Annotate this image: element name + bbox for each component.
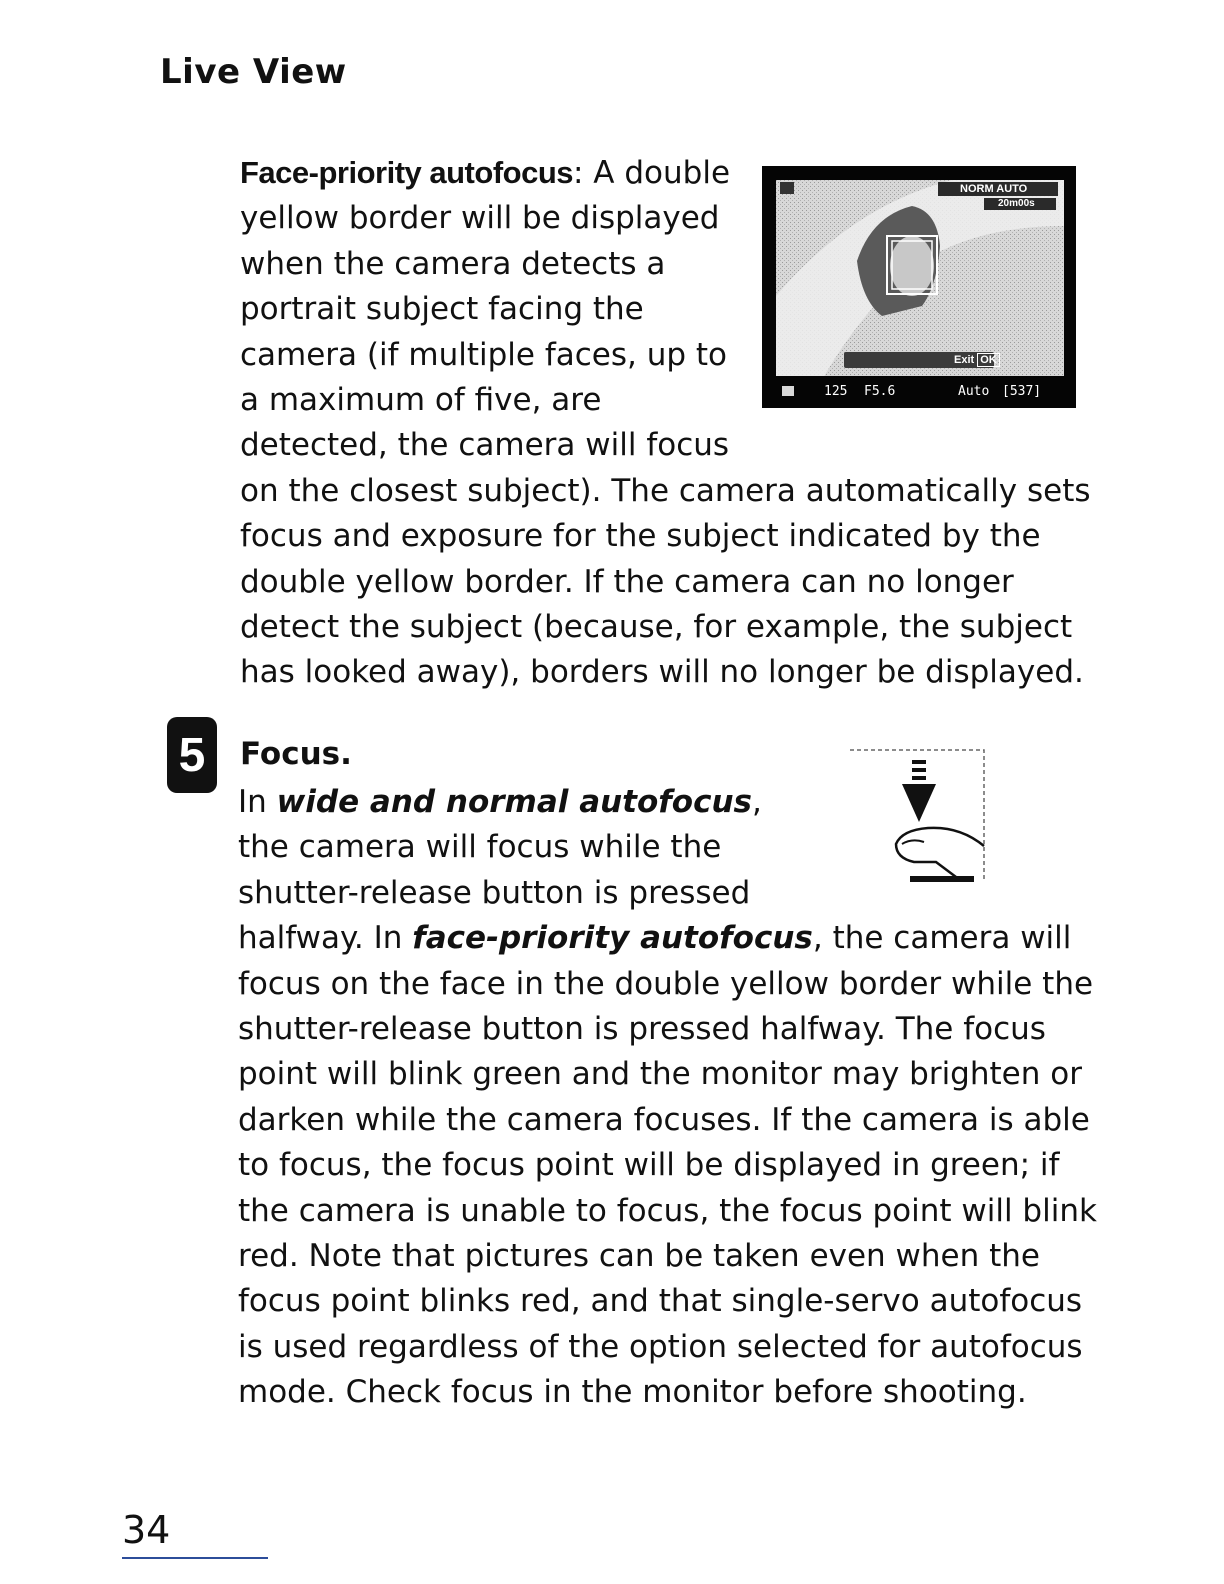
focus-line: halfway. In face-priority autofocus, the camera will: [238, 920, 1072, 957]
step-title: Focus.: [240, 736, 352, 772]
focus-line: shutter-release button is pressed halfway. The focus: [238, 1011, 1046, 1048]
focus-line: the camera is unable to focus, the focus point will blink: [238, 1192, 1097, 1229]
step-number-badge: 5: [167, 717, 217, 793]
focus-line: point will blink green and the monitor may brighten or: [238, 1056, 1082, 1093]
face-priority-line: has looked away), borders will no longer be displayed.: [240, 654, 1084, 691]
focus-line: red. Note that pictures can be taken even when the: [238, 1238, 1041, 1275]
lcd-shutter-speed: 125: [824, 384, 848, 399]
wide-normal-af-term: wide and normal autofocus: [276, 784, 752, 820]
face-priority-af-term: face-priority autofocus: [412, 920, 813, 957]
focus-line: is used regardless of the option selected for autofocus: [238, 1328, 1083, 1365]
face-priority-line: on the closest subject). The camera automatically sets: [240, 472, 1091, 509]
face-priority-line: detect the subject (because, for example, the subject: [240, 609, 1073, 646]
focus-line: In wide and normal autofocus,: [238, 784, 762, 820]
face-priority-line: portrait subject facing the: [240, 291, 644, 328]
face-priority-line: detected, the camera will focus: [240, 427, 730, 464]
focus-line: the camera will focus while the: [238, 829, 722, 866]
face-priority-line: : A double: [573, 155, 731, 191]
face-priority-line: double yellow border. If the camera can no longer: [240, 563, 1014, 600]
focus-line: darken while the camera focuses. If the camera is able: [238, 1101, 1090, 1138]
face-priority-line: camera (if multiple faces, up to: [240, 336, 728, 373]
lcd-aperture: F5.6: [864, 384, 896, 399]
page-number-rule: [122, 1557, 268, 1559]
face-priority-line: when the camera detects a: [240, 245, 666, 282]
focus-line: mode. Check focus in the monitor before shooting.: [238, 1374, 1027, 1411]
focus-line: focus on the face in the double yellow border while the: [238, 965, 1094, 1002]
lcd-quality-mode: NORM AUTO: [960, 183, 1028, 195]
page-number: 34: [122, 1508, 171, 1552]
press-down-arrow-icon: [902, 784, 936, 822]
face-priority-line: focus and exposure for the subject indicated by the: [240, 518, 1041, 555]
focus-line: focus point blinks red, and that single-servo autofocus: [238, 1283, 1083, 1320]
focus-line: to focus, the focus point will be displayed in green; if: [238, 1147, 1060, 1184]
face-priority-line: yellow border will be displayed: [240, 200, 720, 237]
face-priority-line: a maximum of five, are: [240, 382, 602, 419]
live-view-monitor-image: [762, 166, 1076, 408]
lcd-time-remaining: 20m00s: [998, 198, 1035, 209]
focus-line: shutter-release button is pressed: [238, 874, 751, 911]
face-priority-term: Face-priority autofocus: [240, 155, 573, 190]
lcd-exit-label: Exit OK: [954, 354, 1000, 366]
half-press-shutter-illustration: [850, 748, 990, 892]
page-heading: Live View: [160, 52, 347, 92]
lcd-frames-remaining: [537]: [1002, 384, 1042, 399]
lcd-iso: Auto: [958, 384, 990, 399]
